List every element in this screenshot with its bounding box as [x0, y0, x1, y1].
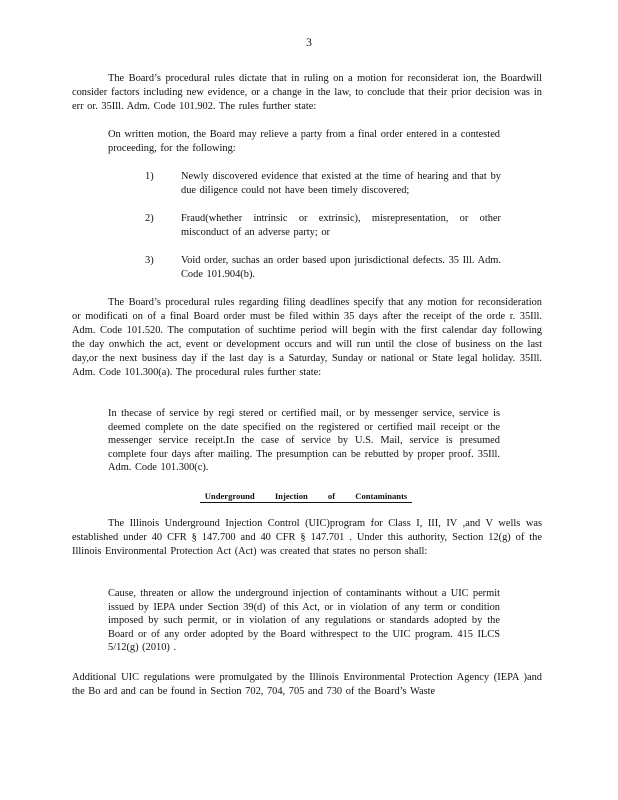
paragraph-reconsideration-rules — [72, 72, 542, 114]
paragraph-uic-program — [72, 517, 542, 559]
paragraph-text: The Board’s procedural rules regarding filing deadlines specify that any motion for reconsideration or modificati on of a final Board order must be filed within 35 days after the receipt of the orde r. 35Ill. Adm. Code 101.520. The computation of suchtime period will begin with the first calendar day following the day onwhich the act, event or development occurs and will run until the close of business on the last day,or the next business day if the last day is a Saturday, Sunday or national or State legal holiday. 35Ill. Adm. Code 101.300(a). The procedural rules further state: — [72, 297, 542, 378]
block-quote-relief: On written motion, the Board may relieve a party from a final order entered in a contested proceeding, for the following: — [108, 129, 500, 154]
list-item-text: Void order, suchas an order based upon jurisdictional defects. 35 Ill. Adm. Code 101.904(b). — [181, 255, 501, 280]
paragraph-text: The Illinois Underground Injection Control (UIC)program for Class I, III, IV ,and V wells was established under 40 CFR § 147.700 and 40 CFR § 147.701 . Under this authority, Section 12(g) of the Illinois Environmental Protection Act (Act) was created that states no person shall: — [72, 518, 542, 557]
block-quote-service: In thecase of service by regi stered or certified mail, or by messenger service, service is deemed complete on the date specified on the registered or certified mail receipt or the messenger service receipt.In the case of service by U.S. Mail, service is presumed complete four days after mailing. The presumption can be rebutted by proper proof. 35Ill. Adm. Code 101.300(c). — [108, 408, 500, 474]
section-heading: Underground Injection of Contaminants — [200, 491, 412, 503]
block-quote-section-12g: Cause, threaten or allow the underground injection of contaminants without a UIC permit issued by IEPA under Section 39(d) of this Act, or in violation of any term or condition imposed by such permit, or in violation of any regulations or standards adopted by the Board or of any order adopted by the Board withrespect to the UIC program. 415 ILCS 5/12(g) (2010) . — [108, 588, 500, 654]
list-item-number: 1) — [145, 171, 154, 182]
list-item-text: Fraud(whether intrinsic or extrinsic), misrepresentation, or other misconduct of an adverse party; or — [181, 213, 501, 238]
paragraph-additional-regulations: Additional UIC regulations were promulgated by the Illinois Environmental Protection Agency (IEPA )and the Bo ard and can be found in Section 702, 704, 705 and 730 of the Board’s Waste — [72, 672, 542, 697]
list-item-text: Newly discovered evidence that existed at the time of hearing and that by due diligence could not have been timely discovered; — [181, 171, 501, 196]
list-item-number: 2) — [145, 213, 154, 224]
page-number: 3 — [306, 37, 312, 49]
list-item-number: 3) — [145, 255, 154, 266]
paragraph-text: The Board’s procedural rules dictate that in ruling on a motion for reconsiderat ion, the Boardwill consider factors including new evidence, or a change in the law, to conclude that their prior decision was in err or. 35Ill. Adm. Code 101.902. The rules further state: — [72, 73, 542, 112]
paragraph-filing-deadlines — [72, 296, 542, 380]
